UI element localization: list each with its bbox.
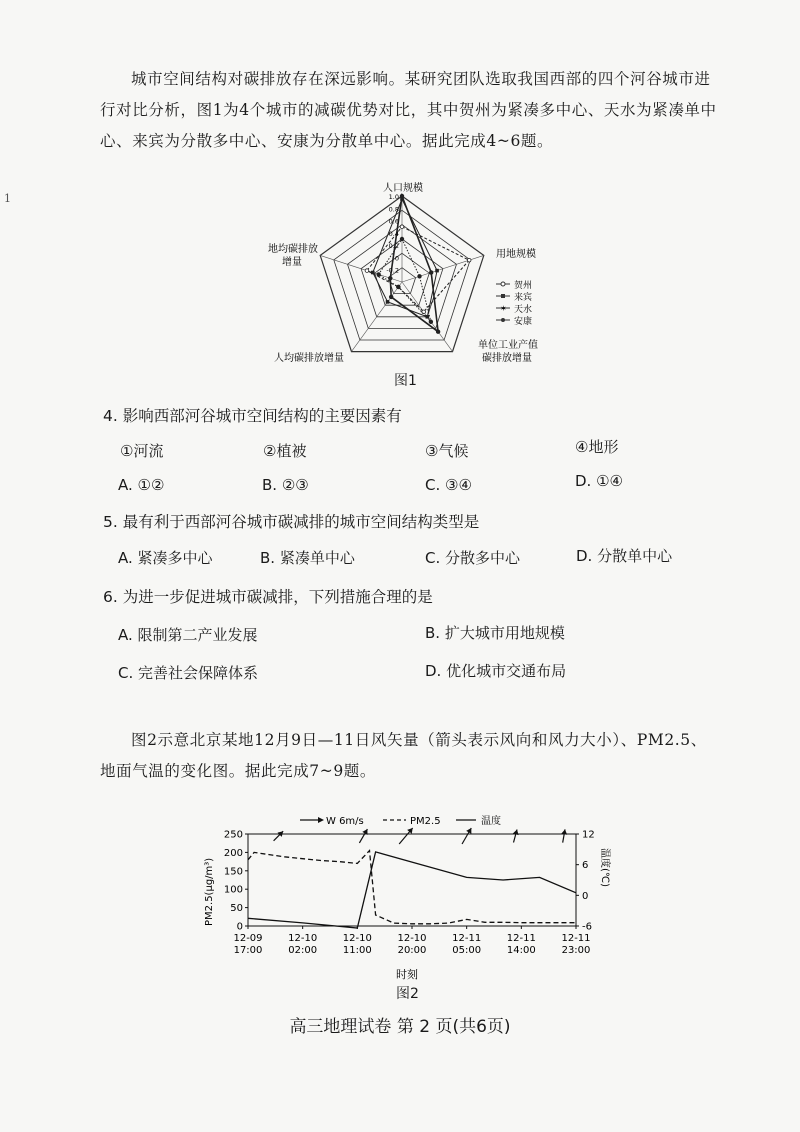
- q6-option-c[interactable]: C. 完善社会保障体系: [118, 664, 259, 682]
- chart2-xtick-date: 12-11: [561, 933, 591, 944]
- legend-tianshui: 天水: [514, 305, 533, 315]
- radar-point: [371, 271, 375, 275]
- legend-hezhou: 贺州: [514, 281, 533, 291]
- svg-text:✶: ✶: [500, 304, 507, 313]
- page-footer: 高三地理试卷 第 2 页(共6页): [289, 1017, 511, 1037]
- radar-point: [400, 237, 404, 241]
- intro-paragraph-q7-9: 图2示意北京某地12月9日—11日风矢量（箭头表示风向和风力大小）、PM2.5、地面气温的变化图。据此完成7~9题。: [100, 731, 707, 780]
- chart2-xtick-time: 11:00: [342, 945, 372, 956]
- chart2-xtick-date: 12-10: [342, 933, 372, 944]
- q6-option-a[interactable]: A. 限制第二产业发展: [118, 626, 258, 644]
- radar-point: [429, 320, 433, 324]
- chart2-ylabel-right: 温度(℃): [599, 848, 610, 888]
- radar-grid: [320, 196, 484, 352]
- radar-tick-label: 0.2: [388, 242, 399, 251]
- q4-option-b[interactable]: B. ②③: [262, 476, 309, 494]
- chart2-xtick-time: 05:00: [452, 945, 482, 956]
- radar-tick-label: 0.4: [388, 229, 399, 238]
- chart2-series-temperature: [248, 852, 576, 928]
- radar-point: [389, 276, 393, 280]
- axis-label-land: 用地规模: [496, 249, 536, 260]
- chart2-xtick-date: 12-11: [506, 933, 536, 944]
- chart2-xtick-time: 02:00: [288, 945, 318, 956]
- radar-series-group: [365, 194, 471, 333]
- radar-legend: [496, 279, 532, 327]
- q4-option-c[interactable]: C. ③④: [425, 476, 472, 494]
- q4-item-3: ③气候: [425, 442, 469, 460]
- legend-wind: W 6m/s: [326, 816, 364, 827]
- figure1-caption: 图1: [394, 373, 417, 389]
- radar-point: [435, 269, 439, 273]
- radar-point: [386, 300, 390, 304]
- chart2-wind-arrows: [274, 828, 568, 844]
- chart2-ytick-label-right: -6: [582, 921, 592, 933]
- figure2-caption: 图2: [396, 986, 419, 1002]
- chart2-xtick-time: 17:00: [233, 945, 263, 956]
- chart2-ytick-label-left: 100: [223, 884, 243, 896]
- chart2-xtick-time: 14:00: [506, 945, 536, 956]
- q5-option-d[interactable]: D. 分散单中心: [576, 547, 673, 565]
- q4-item-1: ①河流: [120, 442, 164, 460]
- chart2-xtick-date: 12-10: [288, 933, 318, 944]
- chart2-xtick-date: 12-09: [233, 933, 263, 944]
- axis-label-industry-line2: 碳排放增量: [482, 353, 532, 364]
- figure1-radar-chart: [260, 178, 560, 378]
- chart2-series-group: [248, 851, 576, 928]
- chart2-xtick-time: 23:00: [561, 945, 591, 956]
- chart2-ytick-label-left: 200: [223, 847, 243, 859]
- legend-laibin: 来宾: [514, 293, 533, 303]
- question-4-stem: 4. 影响西部河谷城市空间结构的主要因素有: [103, 407, 402, 425]
- chart2-ytick-label-right: 12: [582, 829, 595, 841]
- radar-point: [397, 285, 401, 289]
- chart2-xlabel: 时刻: [396, 968, 418, 981]
- radar-tick-label: -0.2: [386, 266, 399, 275]
- legend-ankang: 安康: [514, 317, 533, 327]
- radar-point: [377, 273, 381, 277]
- q4-option-d[interactable]: D. ①④: [575, 472, 623, 490]
- axis-label-population: 人口规模: [383, 183, 423, 194]
- q6-option-d[interactable]: D. 优化城市交通布局: [425, 662, 567, 680]
- radar-point: [429, 271, 433, 275]
- q4-option-a[interactable]: A. ①②: [118, 476, 165, 494]
- radar-point: [467, 258, 471, 262]
- margin-scan-artifact: 1: [4, 192, 11, 205]
- legend-temperature: 温度: [481, 816, 501, 827]
- question-5-stem: 5. 最有利于西部河谷城市碳减排的城市空间结构类型是: [103, 513, 480, 531]
- figure2-line-chart: [198, 808, 618, 983]
- radar-point: [418, 275, 422, 279]
- chart2-ytick-label-left: 250: [223, 829, 243, 841]
- intro-paragraph-q4-6: 城市空间结构对碳排放存在深远影响。某研究团队选取我国西部的四个河谷城市进行对比分析，图1为4个城市的减碳优势对比，其中贺州为紧凑多中心、天水为紧凑单中心、来宾为分散多中心、安康为分散单中心。据此完成4~6题。: [100, 70, 717, 150]
- radar-spoke: [402, 255, 484, 282]
- axis-label-percap: 人均碳排放增量: [274, 353, 344, 364]
- q6-option-b[interactable]: B. 扩大城市用地规模: [425, 624, 565, 642]
- legend-pm25: PM2.5: [410, 816, 441, 827]
- radar-point: [436, 330, 440, 334]
- axis-label-area-line1: 地均碳排放: [268, 244, 318, 255]
- chart2-xtick-date: 12-10: [397, 933, 427, 944]
- chart2-ytick-label-right: 0: [582, 890, 589, 902]
- radar-point: [365, 269, 369, 273]
- chart2-xtick-time: 20:00: [397, 945, 427, 956]
- q4-item-2: ②植被: [263, 442, 307, 460]
- q5-option-b[interactable]: B. 紧凑单中心: [260, 549, 355, 567]
- chart2-legend: [300, 814, 501, 827]
- chart2-ytick-label-left: 50: [230, 903, 243, 915]
- radar-tick-label: 0.6: [388, 217, 399, 226]
- radar-tick-label: 1.0: [388, 193, 399, 201]
- radar-point: [389, 295, 393, 299]
- radar-point: [400, 194, 404, 198]
- axis-label-industry-line1: 单位工业产值: [478, 340, 538, 351]
- chart2-axes: [224, 830, 595, 957]
- chart2-ytick-label-left: 0: [236, 921, 243, 933]
- q5-option-a[interactable]: A. 紧凑多中心: [118, 549, 213, 567]
- radar-tick-label: 0: [394, 254, 399, 263]
- q5-option-c[interactable]: C. 分散多中心: [425, 549, 521, 567]
- chart2-xtick-date: 12-11: [452, 933, 482, 944]
- radar-point: [400, 225, 404, 229]
- chart2-ytick-label-right: 6: [582, 860, 589, 872]
- chart2-ylabel-left: PM2.5(μg/m³): [204, 857, 215, 926]
- radar-tick-label: 0.8: [388, 205, 399, 214]
- q4-item-4: ④地形: [575, 438, 619, 456]
- chart2-plot-frame: [248, 834, 576, 926]
- axis-label-area-line2: 增量: [282, 257, 302, 268]
- chart2-ytick-label-left: 150: [223, 866, 243, 878]
- question-6-stem: 6. 为进一步促进城市碳减排，下列措施合理的是: [103, 588, 433, 606]
